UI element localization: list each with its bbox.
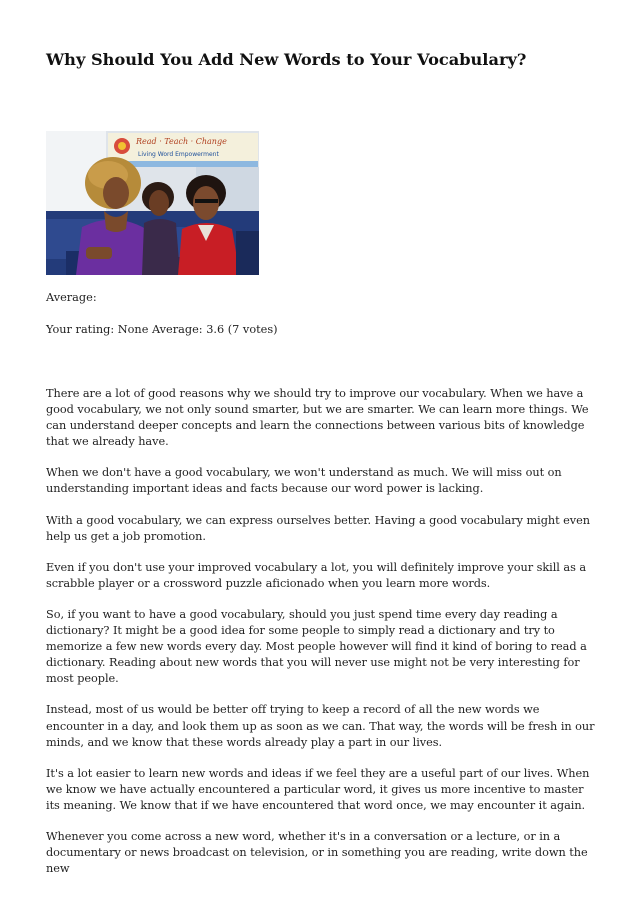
paragraph: So, if you want to have a good vocabulary, should you just spend time every day reading a dictionary? It might be a good idea for some people to simply read a dictionary and try to memorize a few new words every day. Most people however will find it kind of boring to read a dictionary. Reading about new words that you will never use might not be very interesting for most people. [46, 607, 587, 686]
rating-line: Your rating: None Average: 3.6 (7 votes) [46, 323, 278, 336]
banner-title: Read · Teach · Change [136, 137, 227, 146]
paragraph: It's a lot easier to learn new words and ideas if we feel they are a useful part of our lives. When we know we have actually encountered a particular word, it gives us more incentive to master its meaning. We know that if we have encountered that word once, we may encounter it again. [46, 766, 590, 812]
average-label: Average: [46, 291, 97, 304]
paragraph: Even if you don't use your improved vocabulary a lot, you will definitely improve your skill as a scrabble player or a crossword puzzle aficionado when you learn more words. [46, 560, 587, 590]
paragraph: Whenever you come across a new word, whether it's in a conversation or a lecture, or in a documentary or news broadcast on television, or in something you are reading, write down the new [46, 829, 588, 876]
article-title: Why Should You Add New Words to Your Vocabulary? [46, 50, 527, 69]
paragraph: When we don't have a good vocabulary, we won't understand as much. We will miss out on understanding important ideas and facts because our word power is lacking. [46, 466, 562, 496]
article-photo [46, 131, 259, 275]
banner-subtitle: Living Word Empowerment [138, 151, 219, 158]
paragraph: With a good vocabulary, we can express ourselves better. Having a good vocabulary might even help us get a job promotion. [46, 513, 590, 543]
paragraph: There are a lot of good reasons why we should try to improve our vocabulary. When we have a good vocabulary, we not only sound smarter, but we are smarter. We can learn more things. We can understand deeper concepts and learn the connections between various bits of knowledge that we already have. [46, 387, 589, 449]
paragraph: Instead, most of us would be better off trying to keep a record of all the new words we encounter in a day, and look them up as soon as we can. That way, the words will be fresh in our minds, and we know that these words already play a part in our lives. [46, 703, 595, 749]
article-body [46, 386, 596, 892]
